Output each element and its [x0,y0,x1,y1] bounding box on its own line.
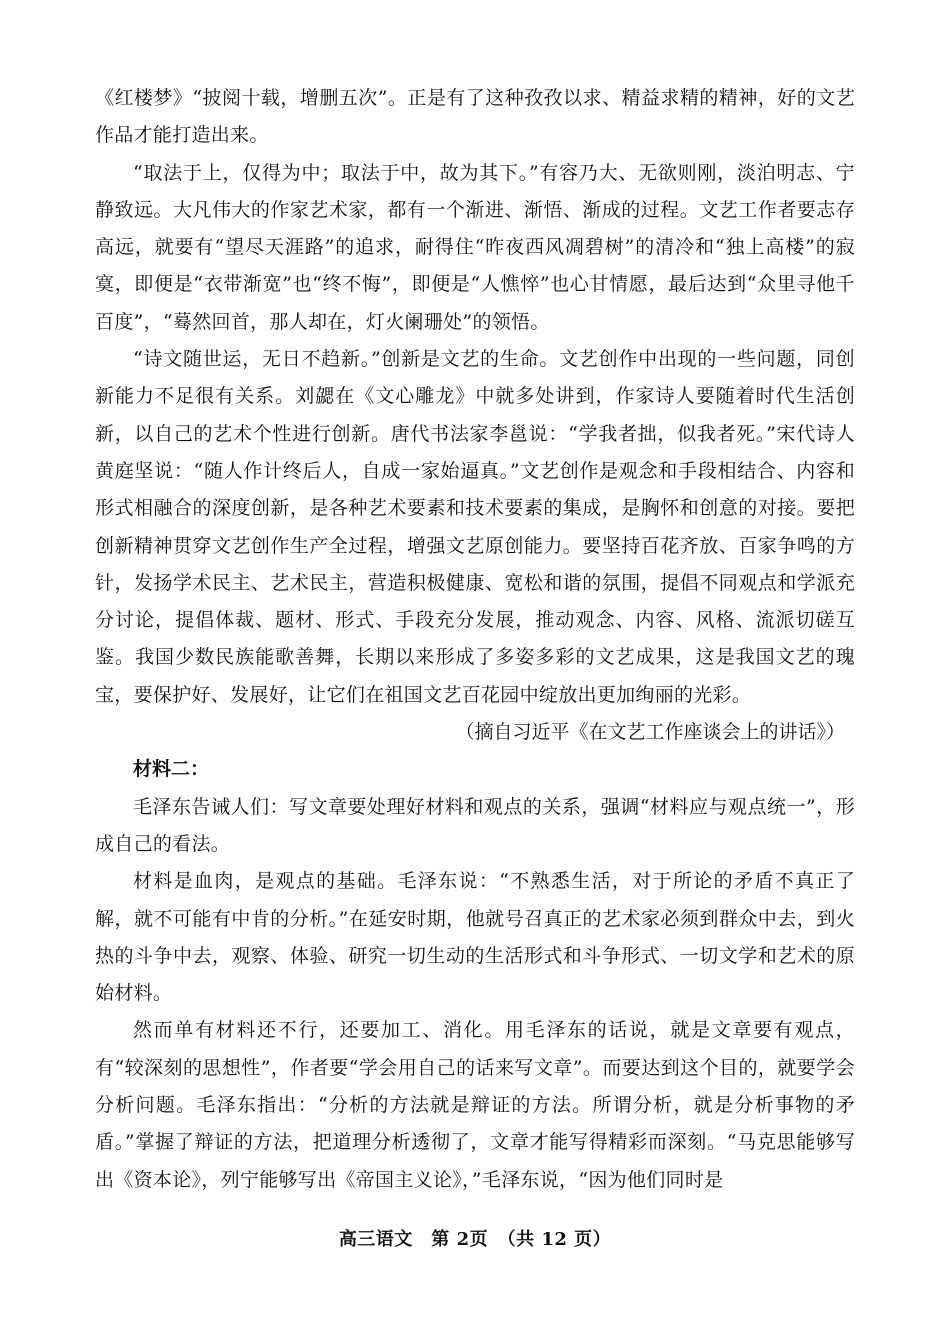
article-body [95,80,855,1199]
paragraph-analysis: 然而单有材料还不行，还要加工、消化。用毛泽东的话说，就是文章要有观点，有“较深刻的思想性”，作者要“学会用自己的话来写文章”。而要达到这个目的，就要学会分析问题。毛泽东指出：“分析的方法就是辩证的方法。所谓分析，就是分析事物的矛盾。”掌握了辩证的方法，把道理分析透彻了，文章才能写得精彩而深刻。“马克思能够写出《资本论》，列宁能够写出《帝国主义论》，”毛泽东说，“因为他们同时是 [95,1019,855,1191]
paragraph-qufa: “取法于上，仅得为中；取法于中，故为其下。”有容乃大、无欲则刚，淡泊明志、宁静致远。大凡伟大的作家艺术家，都有一个渐进、渐悟、渐成的过程。文艺工作者要志存高远，就要有“望尽天涯路”的追求，耐得住“昨夜西风凋碧树”的清冷和“独上高楼”的寂寞，即便是“衣带渐宽”也“终不悔”，即便是“人憔悴”也心甘情愿，最后达到“众里寻他千百度”，“蓦然回首，那人却在，灯火阑珊处”的领悟。 [95,161,855,333]
source-citation: （摘自习近平《在文艺工作座谈会上的讲话》） [455,721,845,744]
paragraph-innovation: “诗文随世运，无日不趋新。”创新是文艺的生命。文艺创作中出现的一些问题，同创新能力不足很有关系。刘勰在《文心雕龙》中就多处讲到，作家诗人要随着时代生活创新，以自己的艺术个性进行创新。唐代书法家李邕说：“学我者拙，似我者死。”宋代诗人黄庭坚说：“随人作计终后人，自成一家始逼真。”文艺创作是观念和手段相结合、内容和形式相融合的深度创新，是各种艺术要素和技术要素的集成，是胸怀和创意的对接。要把创新精神贯穿文艺创作生产全过程，增强文艺原创能力。要坚持百花齐放、百家争鸣的方针，发扬学术民主、艺术民主，营造积极健康、宽松和谐的氛围，提倡不同观点和学派充分讨论，提倡体裁、题材、形式、手段充分发展，推动观念、内容、风格、流派切磋互鉴。我国少数民族能歌善舞，长期以来形成了多姿多彩的文艺成果，这是我国文艺的瑰宝，要保护好、发展好，让它们在祖国文艺百花园中绽放出更加绚丽的光彩。 [95,348,855,706]
paragraph-material-flesh: 材料是血肉，是观点的基础。毛泽东说：“不熟悉生活，对于所论的矛盾不真正了解，就不可能有中肯的分析。”在延安时期，他就号召真正的艺术家必须到群众中去，到火热的斗争中去，观察、体验、研究一切生动的生活形式和斗争形式、一切文学和艺术的原始材料。 [95,870,855,1005]
paragraph-material-viewpoint: 毛泽东告诫人们：写文章要处理好材料和观点的关系，强调“材料应与观点统一”，形成自己的看法。 [95,795,855,855]
material-two-heading: 材料二： [133,758,210,781]
paragraph-hongloumeng: 《红楼梦》“披阅十载，增删五次”。正是有了这种孜孜以求、精益求精的精神，好的文艺作品才能打造出来。 [95,87,855,147]
page-footer: 高三语文 第 2页 （共 12 页） [338,1229,612,1250]
